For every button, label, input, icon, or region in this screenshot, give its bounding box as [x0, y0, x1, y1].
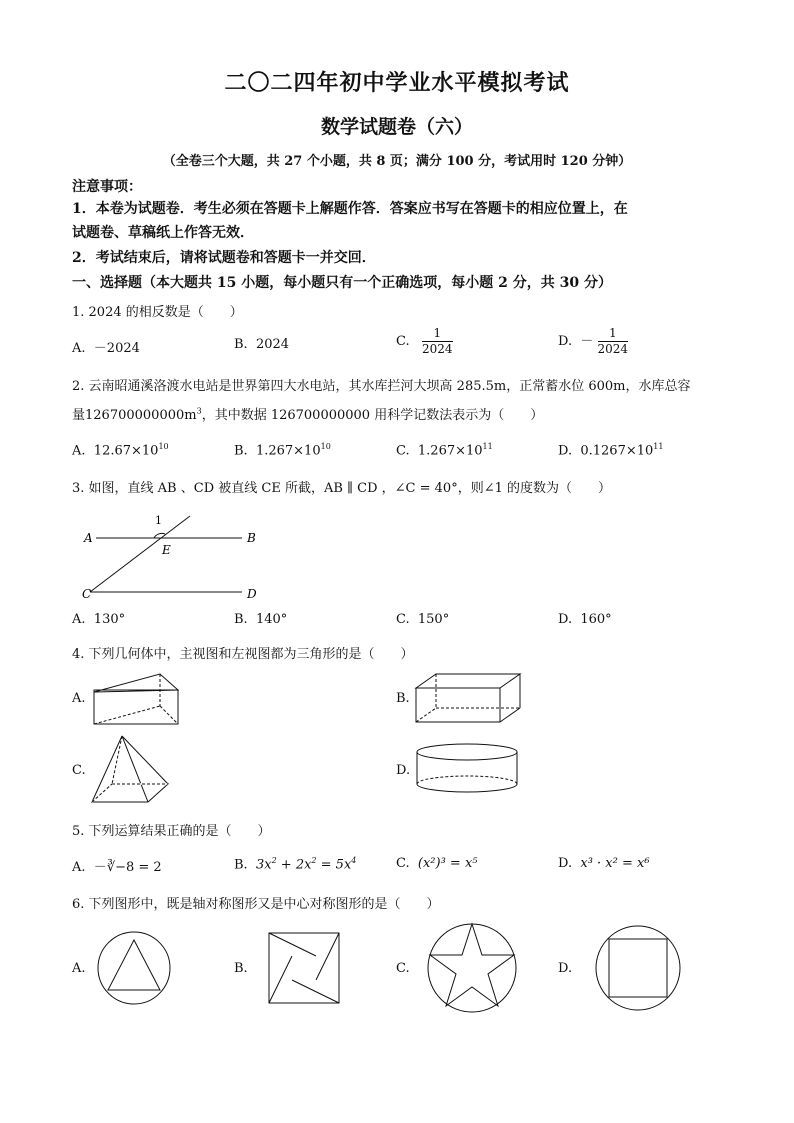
q6-option-c-label: C. — [396, 961, 410, 976]
square-pinwheel-figure — [268, 932, 340, 1004]
q2-stem-line1: 2. 云南昭通溪洛渡水电站是世界第四大水电站，其水库拦河大坝高 285.5m，正常蓄水位 600m，水库总容 — [72, 379, 691, 394]
triangular-prism-figure — [90, 670, 190, 726]
q6-option-b-label: B. — [234, 961, 248, 976]
q2-option-d: D. $0.1267\times 10^{11}$ — [558, 442, 664, 459]
q2-option-a: A. $12.67\times 10^{10}$ — [72, 442, 169, 459]
q3-option-d: D. 160° — [558, 612, 612, 627]
exam-subtitle: 数学试题卷（六） — [320, 116, 473, 138]
q1-option-a: A. －2024 — [72, 341, 140, 356]
q1-c-fraction: $\frac{1}{2024}$ — [422, 326, 453, 356]
q3-option-a: A. 130° — [72, 612, 126, 627]
label-d: D — [247, 587, 257, 601]
section1-heading: 一、选择题（本大题共 15 小题，每小题只有一个正确选项，每小题 2 分，共 30 分） — [72, 275, 612, 291]
label-a: A — [84, 531, 93, 545]
q3-stem: 3. 如图，直线 AB 、CD 被直线 CE 所截，AB ∥ CD ，∠C = 40°，则∠1 的度数为（ ） — [72, 481, 611, 496]
q5-option-b: B. $3x^2 + 2x^2 = 5x^4$ — [234, 856, 357, 873]
q5-stem: 5. 下列运算结果正确的是（ ） — [72, 824, 271, 839]
q3-parallel-lines-figure — [80, 508, 280, 604]
q2-option-b: B. $1.267\times 10^{10}$ — [234, 442, 331, 459]
circle-with-square-figure — [594, 924, 682, 1012]
label-angle-1: 1 — [155, 514, 162, 527]
q1-option-b: B. 2024 — [234, 337, 290, 352]
q1-stem: 1. 2024 的相反数是（ ） — [72, 305, 243, 320]
q5-option-d: D. x³ · x² = x⁶ — [558, 856, 650, 871]
q1-option-c: C. $\frac{1}{2024}$ — [396, 326, 453, 356]
q6-stem: 6. 下列图形中，既是轴对称图形又是中心对称图形的是（ ） — [72, 897, 440, 912]
q4-option-c-label: C. — [72, 763, 86, 778]
label-b: B — [247, 531, 256, 545]
notes-line1a: 1．本卷为试题卷．考生必须在答题卡上解题作答．答案应书写在答题卡的相应位置上，在 — [72, 201, 628, 217]
cylinder-figure — [414, 742, 520, 796]
q4-option-a-label: A. — [72, 691, 86, 706]
q3-option-b: B. 140° — [234, 612, 288, 627]
q1-option-d: D. － $\frac{1}{2024}$ — [558, 326, 629, 356]
notes-line2: 2．考试结束后，请将试题卷和答题卡一并交回． — [72, 250, 376, 266]
q4-option-d-label: D. — [396, 763, 411, 778]
q2-stem-line2: 量$126700000000m^3$，其中数据 126700000000 用科学记数法表示为（ ） — [72, 406, 544, 423]
q1-d-fraction: $\frac{1}{2024}$ — [597, 326, 629, 356]
q4-option-b-label: B. — [396, 691, 410, 706]
label-e: E — [162, 543, 171, 557]
q6-option-d-label: D. — [558, 961, 573, 976]
exam-info: （全卷三个大题，共 27 个小题，共 8 页；满分 100 分，考试用时 120 分钟） — [162, 154, 632, 169]
q2-option-c: C. $1.267\times 10^{11}$ — [396, 442, 493, 459]
square-pyramid-figure — [88, 734, 172, 806]
notes-heading: 注意事项： — [72, 179, 142, 195]
q5-option-a: A. －∛−8 = 2 — [72, 860, 162, 875]
q3-option-c: C. 150° — [396, 612, 450, 627]
circle-with-triangle-figure — [96, 930, 172, 1006]
line-ce — [90, 516, 190, 592]
label-c: C — [82, 587, 92, 601]
exam-title: 二〇二四年初中学业水平模拟考试 — [224, 71, 570, 96]
q6-option-a-label: A. — [72, 961, 86, 976]
q5-option-c: C. (x²)³ = x⁵ — [396, 856, 478, 871]
notes-line1b: 试题卷、草稿纸上作答无效． — [72, 225, 254, 241]
q4-stem: 4. 下列几何体中，主视图和左视图都为三角形的是（ ） — [72, 647, 414, 662]
circle-with-star-figure — [426, 922, 518, 1014]
cuboid-figure — [414, 672, 524, 724]
